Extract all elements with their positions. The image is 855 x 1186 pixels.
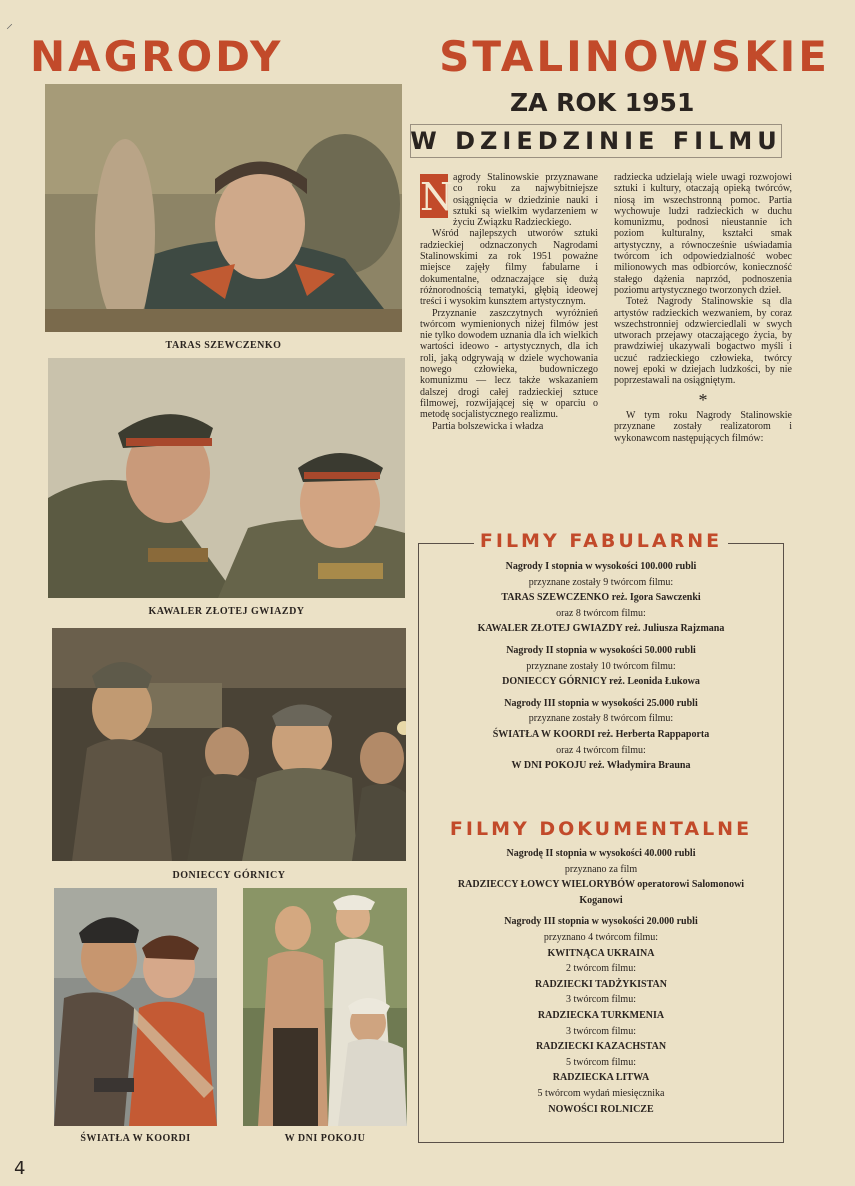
award-line: NOWOŚCI ROLNICZE — [548, 1103, 654, 1115]
photo-caption: TARAS SZEWCZENKO — [165, 340, 282, 351]
award-line: Nagrodę II stopnia w wysokości 40.000 rubli — [506, 848, 696, 859]
award-line: W DNI POKOJU reż. Władymira Brauna — [511, 760, 691, 772]
award-line: RADZIECKI TADŻYKISTAN — [535, 978, 667, 990]
award-line: 2 twórcom filmu: — [566, 963, 636, 975]
award-line: KAWALER ZŁOTEJ GWIAZDY reż. Juliusza Rajzmana — [477, 623, 725, 635]
photo-caption: ŚWIATŁA W KOORDI — [80, 1133, 191, 1144]
award-line: przyznano za film — [564, 863, 638, 875]
photo-caption: W DNI POKOJU — [284, 1133, 366, 1144]
film-still-taras-szewczenko — [45, 84, 402, 332]
headline-word: NAGRODY — [30, 32, 284, 81]
article-paragraph — [420, 172, 598, 228]
article-paragraph: Przyznanie zaszczytnych wyróżnień twórcom wymienionych niżej filmów jest nie tylko dowodem uznania dla ich wielkich wartości ideowo - artystycznych, dla ich roli, jaką odgrywają w dziele wychowania nowego człowieka, budowniczego komunizmu — lecz także wskazaniem dalszej drogi całej radzieckiej sztuce filmowej, rozwijającej się w oparciu o metodę socjalistycznego realizmu. — [420, 307, 598, 421]
headline — [30, 32, 830, 82]
fabularne-list — [419, 559, 783, 774]
paragraph-text: agrody Stalinowskie przyznawane co roku za najwybitniejsze osiągnięcia w dziedzinie nauki i sztuki są wielkim wydarzeniem w życiu Związku Radzieckiego. — [453, 172, 598, 229]
award-line: DONIECCY GÓRNICY reż. Leonida Łukowa — [502, 676, 700, 688]
award-line: przyznane zostały 8 twórcom filmu: — [528, 713, 674, 725]
award-line: 5 twórcom wydań miesięcznika — [537, 1087, 665, 1099]
award-line: RADZIECKI KAZACHSTAN — [535, 1041, 667, 1053]
award-line: RADZIECKA TURKMENIA — [537, 1009, 665, 1021]
article-paragraph: Wśród najlepszych utworów sztuki radzieckiej odznaczonych Nagrodami Stalinowskimi za rok 1951 poważne miejsce zajęły filmy fabularne i dokumentalne, odznaczające się dużą różnorodnością tematyki, głębią ideowej treści i wysokim kunsztem artystycznym. — [420, 228, 598, 308]
article-paragraph: Toteż Nagrody Stalinowskie są dla artystów radzieckich wezwaniem, by coraz wszechstronniej odzwierciedlali w swych utworach przejawy otaczającego życia, by prawdziwiej ukazywali bogactwo myśli i uczuć radzieckiego człowieka, twórcy nowej epoki w dziejach ludzkości, by nie poprzestawali na osiągniętym. — [614, 296, 792, 387]
award-line: oraz 4 twórcom filmu: — [556, 744, 646, 756]
article-paragraph: Partia bolszewicka i władza — [432, 420, 544, 432]
award-line: przyznano 4 twórcom filmu: — [543, 931, 659, 943]
award-line: KWITNĄCA UKRAINA — [547, 947, 655, 959]
dokumentalne-list — [419, 846, 783, 1117]
award-line: przyznane zostały 9 twórcom filmu: — [528, 576, 674, 588]
award-line: RADZIECCY ŁOWCY WIELORYBÓW operatorowi Salomonowi — [457, 879, 745, 891]
award-line: Koganowi — [579, 894, 623, 906]
page-number: 4 — [14, 1158, 26, 1179]
article-column-1 — [420, 172, 598, 538]
article-body — [420, 172, 792, 538]
headline-word: STALINOWSKIE — [439, 32, 830, 81]
fabularne-heading — [419, 530, 783, 552]
film-still-kawaler-zlotej-gwiazdy — [48, 358, 405, 598]
film-still-w-dni-pokoju — [243, 888, 407, 1126]
award-line: Nagrody III stopnia w wysokości 20.000 rubli — [504, 916, 698, 928]
corner-mark-icon: ⸝ — [6, 17, 13, 32]
award-line: 3 twórcom filmu: — [566, 1025, 636, 1037]
award-line: RADZIECKA LITWA — [552, 1072, 650, 1084]
photo-caption: DONIECCY GÓRNICY — [172, 870, 286, 881]
award-line: TARAS SZEWCZENKO reż. Igora Sawczenki — [501, 592, 701, 604]
award-line: przyznane zostały 10 twórcom filmu: — [526, 660, 676, 672]
section-star-icon: * — [698, 389, 708, 410]
article-paragraph: W tym roku Nagrody Stalinowskie przyznane zostały realizatorom i wykonawcom następujących filmów: — [614, 409, 792, 444]
article-paragraph: radziecka udzielają wiele uwagi rozwojowi sztuki i kultury, otaczają opieką twórców, niosą im wszechstronną pomoc. Partia wychowuje ludzi radzieckich w duchu komunizmu, podnosi nieustannie ich poziom kulturalny, kształci smak artystyczny, a równocześnie uświadamia twórcom ich odpowiedzialność wobec milionowych mas odbiorców, konieczność stałego dążenia naprzód, podnoszenia poziomu artystycznego tworzonych dzieł. — [614, 172, 792, 296]
award-line: Nagrody II stopnia w wysokości 50.000 rubli — [506, 644, 696, 656]
subtitle-field-text: W DZIEDZINIE FILMU — [410, 127, 782, 155]
award-line: 3 twórcom filmu: — [566, 994, 636, 1006]
dokumentalne-heading: FILMY DOKUMENTALNE — [449, 818, 753, 840]
award-line: ŚWIATŁA W KOORDI reż. Herberta Rappaporta — [492, 728, 710, 740]
awards-box — [418, 530, 784, 1143]
fabularne-heading-text: FILMY FABULARNE — [474, 530, 728, 552]
drop-cap: N — [420, 175, 454, 219]
film-still-swiatla-w-koordi — [54, 888, 217, 1126]
award-line: Nagrody III stopnia w wysokości 25.000 rubli — [504, 697, 698, 709]
award-line: oraz 8 twórcom filmu: — [556, 607, 646, 619]
article-column-2 — [614, 172, 792, 538]
subtitle-field — [410, 124, 782, 158]
film-still-donieccy-gornicy — [52, 628, 406, 861]
photo-caption: KAWALER ZŁOTEJ GWIAZDY — [148, 606, 305, 617]
award-line: 5 twórcom filmu: — [566, 1056, 636, 1068]
subtitle-year: ZA ROK 1951 — [510, 88, 695, 117]
award-line: Nagrody I stopnia w wysokości 100.000 rubli — [505, 561, 697, 572]
